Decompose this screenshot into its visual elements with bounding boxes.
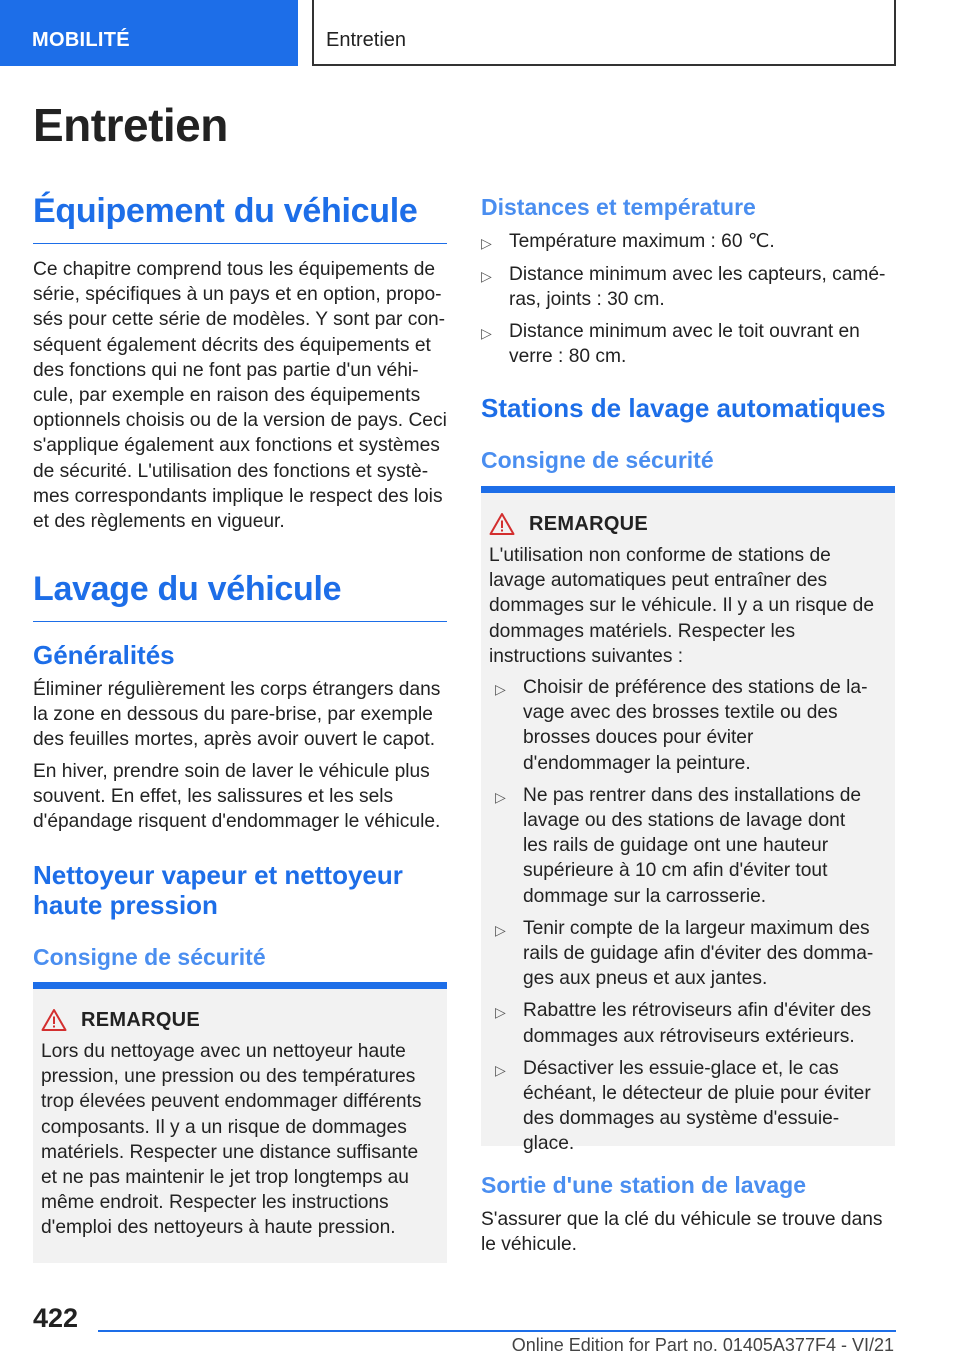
list-item: ▷ Ne pas rentrer dans des installations de lavage ou des stations de lavage dont les rails de guidage ont une hauteur supérieure à 10 cm afin d'éviter tout dommage sur la carrosserie. [495, 783, 875, 909]
list-item: ▷ Choisir de préférence des stations de lavage avec des brosses textile ou des brosses douces pour éviter d'endommager la peinture. [495, 675, 875, 776]
section-title-lavage: Lavage du véhicule [33, 570, 447, 622]
header-chapter-tab: Entretien [312, 0, 896, 66]
bullet-icon: ▷ [495, 1004, 506, 1021]
list-item: ▷ Rabattre les rétroviseurs afin d'éviter des dommages aux rétroviseurs extérieurs. [495, 998, 875, 1048]
bullet-icon: ▷ [495, 788, 506, 805]
header-section-tab: MOBILITÉ [0, 0, 298, 66]
section-title-equipement: Équipement du véhicule [33, 192, 447, 244]
sortie-text: S'assurer que la clé du véhicule se trouve dans le véhicule. [481, 1209, 883, 1256]
page-title: Entretien [33, 99, 228, 151]
bullet-icon: ▷ [481, 268, 492, 285]
stations-list [495, 675, 875, 1157]
list-item: ▷ Tenir compte de la largeur maximum des rails de guidage afin d'éviter des dommages aux pneus et aux jantes. [495, 916, 875, 992]
bullet-icon: ▷ [481, 235, 492, 251]
generalites-paragraph-2: En hiver, prendre soin de laver le véhicule plus souvent. En effet, les salissures et les sels d'épandage risquent d'endommager le véhicule. [33, 761, 441, 833]
notice-text: L'utilisation non conforme de stations de lavage automatiques peut entraîner des dommages sur le véhicule. Il y a un risque de dommages matériels. Respecter les instructions suivantes : [489, 545, 875, 667]
notice-box-nettoyeur [33, 982, 447, 1263]
notice-label: REMARQUE [529, 512, 649, 535]
list-item: ▷ Température maximum : 60 ℃. [481, 229, 895, 256]
generalites-paragraph-1: Éliminer régulièrement les corps étrangers dans la zone en dessous du pare-brise, par exemple des feuilles mortes, après avoir ouvert le capot. [33, 679, 441, 751]
list-item: ▷ Distance minimum avec les capteurs, caméras, joints : 30 cm. [481, 262, 895, 312]
page-number: 422 [33, 1303, 79, 1333]
subsection-title-stations: Stations de lavage automatiques [481, 393, 886, 423]
subsection-title-nettoyeur: Nettoyeur vapeur et nettoyeur haute pression [33, 860, 403, 920]
notice-text: Lors du nettoyage avec un nettoyeur haute pression, une pression ou des températures trop élevées peuvent endommager différents composants. Il y a un risque de dommages matériels. Respecter une distance suffisante et ne pas maintenir le jet trop longtemps au même endroit. Respecter les instructions d'emploi des nettoyeurs à haute pression. [41, 1041, 422, 1239]
subsection-title-sortie: Sortie d'une station de lavage [481, 1172, 806, 1198]
footer-edition-text: Online Edition for Part no. 01405A377F4 - VI/21 [511, 1335, 894, 1355]
consigne-title-right: Consigne de sécurité [481, 447, 714, 473]
consigne-title-left: Consigne de sécurité [33, 944, 266, 970]
warning-icon [489, 512, 515, 536]
list-item: ▷ Distance minimum avec le toit ouvrant en verre : 80 cm. [481, 319, 895, 369]
notice-label: REMARQUE [81, 1008, 201, 1031]
list-item: ▷ Désactiver les essuie-glace et, le cas échéant, le détecteur de pluie pour éviter des dommages au système d'essuie-glace. [495, 1056, 875, 1157]
bullet-icon: ▷ [495, 1061, 506, 1078]
notice-box-stations [481, 486, 895, 1155]
bullet-icon: ▷ [481, 324, 492, 341]
footer-divider [98, 1330, 896, 1332]
bullet-icon: ▷ [495, 681, 506, 698]
subsection-title-distances: Distances et température [481, 194, 756, 220]
bullet-icon: ▷ [495, 921, 506, 938]
subsection-title-generalites: Généralités [33, 640, 175, 670]
warning-icon [41, 1008, 67, 1032]
equipement-text: Ce chapitre comprend tous les équipements de série, spécifiques à un pays et en option, proposés pour cette série de modèles. Y sont par conséquent également décrits des équipements et des fonctions qui ne font pas partie d'un véhicule, par exemple en raison des équipements optionnels choisis ou de la version de pays. Ceci s'applique également aux fonctions et systèmes de sécurité. L'utilisation des fonctions et systèmes correspondants implique le respect des lois et des règlements en vigueur. [33, 259, 447, 533]
distances-list [481, 229, 895, 369]
